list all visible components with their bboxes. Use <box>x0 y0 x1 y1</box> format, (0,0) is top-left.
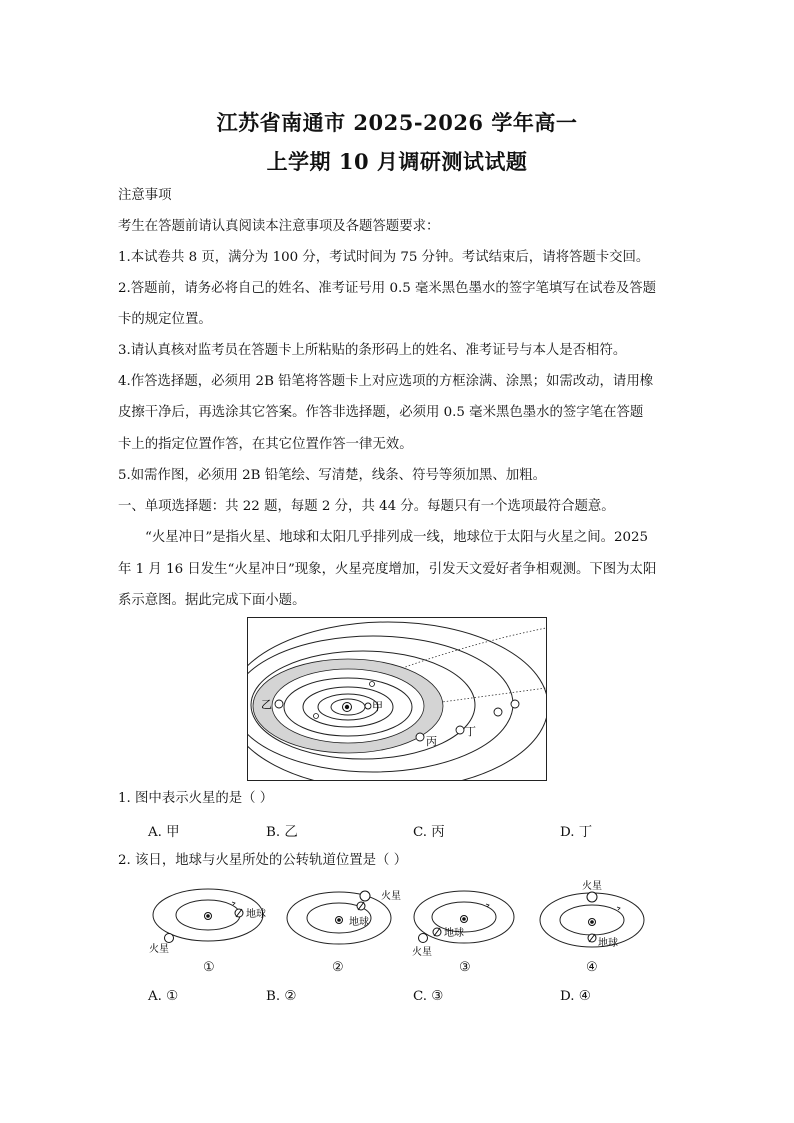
notes-line-1: 1.本试卷共 8 页，满分为 100 分，考试时间为 75 分钟。考试结束后，请将答题卡交回。 <box>118 250 650 265</box>
q2-fig2-mars-label: 火星 <box>381 891 401 902</box>
q2-figure-4-number: ④ <box>586 960 598 975</box>
q2-figure-4 <box>537 880 652 964</box>
q2-figure-1-number: ① <box>203 960 215 975</box>
q2-fig4-earth-label: 地球 <box>598 938 618 949</box>
passage-line-2: 年 1 月 16 日发生“火星冲日”现象，火星亮度增加，引发天文爱好者争相观测。下图为太阳 <box>118 562 657 577</box>
q2-fig1-earth-label: 地球 <box>246 909 266 920</box>
notes-line-6: 皮擦干净后，再选涂其它答案。作答非选择题，必须用 0.5 毫米黑色墨水的签字笔在答题 <box>118 405 644 420</box>
label-yi: 乙 <box>261 698 272 711</box>
planet-ding <box>456 726 464 734</box>
comet-point <box>370 682 375 687</box>
notes-line-4: 3.请认真核对监考员在答题卡上所粘贴的条形码上的姓名、准考证号与本人是否相符。 <box>118 343 627 358</box>
planet-outer-1 <box>494 708 502 716</box>
passage-line-3: 系示意图。据此完成下面小题。 <box>118 593 306 608</box>
q1-option-c[interactable]: C. 丙 <box>413 825 445 840</box>
q1-option-d[interactable]: D. 丁 <box>560 825 593 840</box>
q1-stem: 1. 图中表示火星的是（ ） <box>118 791 274 806</box>
q2-figure-3-number: ③ <box>459 960 471 975</box>
q1-option-b[interactable]: B. 乙 <box>266 825 298 840</box>
sun-core <box>345 705 349 709</box>
q2-stem: 2. 该日，地球与火星所处的公转轨道位置是（ ） <box>118 853 408 868</box>
label-ding: 丁 <box>465 725 476 738</box>
page-title-line1: 江苏省南通市 2025-2026 学年高一 <box>216 110 578 135</box>
label-jia: 甲 <box>372 700 383 713</box>
solar-system-svg <box>248 618 546 780</box>
notes-line-2: 2.答题前，请务必将自己的姓名、准考证号用 0.5 毫米黑色墨水的签字笔填写在试卷及答题 <box>118 281 657 296</box>
planet-venus-point <box>314 714 319 719</box>
planet-outer-2 <box>511 700 519 708</box>
label-bing: 丙 <box>426 735 437 748</box>
planet-jia <box>365 703 371 709</box>
notes-intro: 考生在答题前请认真阅读本注意事项及各题答题要求： <box>118 219 440 234</box>
q1-option-a[interactable]: A. 甲 <box>148 825 180 840</box>
passage-line-1: “火星冲日”是指火星、地球和太阳几乎排列成一线，地球位于太阳与火星之间。2025 <box>145 530 649 545</box>
q2-option-d[interactable]: D. ④ <box>560 989 591 1004</box>
q2-fig3-earth-label: 地球 <box>444 928 464 939</box>
planet-yi <box>275 700 283 708</box>
q2-option-a[interactable]: A. ① <box>148 989 179 1004</box>
solar-system-figure <box>247 617 547 781</box>
section-heading: 一、单项选择题：共 22 题，每题 2 分，共 44 分。每题只有一个选项最符合题意。 <box>118 499 615 514</box>
notes-line-5: 4.作答选择题，必须用 2B 铅笔将答题卡上对应选项的方框涂满、涂黑；如需改动，请用橡 <box>118 374 654 389</box>
q2-fig1-mars-label: 火星 <box>149 944 169 955</box>
q2-fig2-earth-label: 地球 <box>349 917 369 928</box>
q2-option-c[interactable]: C. ③ <box>413 989 444 1004</box>
notes-heading: 注意事项 <box>118 188 172 203</box>
notes-line-3: 卡的规定位置。 <box>118 312 212 327</box>
q2-option-b[interactable]: B. ② <box>266 989 297 1004</box>
q2-figure-3 <box>410 880 535 964</box>
notes-line-8: 5.如需作图，必须用 2B 铅笔绘、写清楚，线条、符号等须加黑、加粗。 <box>118 468 546 483</box>
q2-figure-1 <box>148 880 273 964</box>
q2-figure-2-number: ② <box>332 960 344 975</box>
q2-figure-2 <box>283 880 408 964</box>
q2-fig3-mars-label: 火星 <box>412 947 432 958</box>
notes-line-7: 卡上的指定位置作答，在其它位置作答一律无效。 <box>118 437 413 452</box>
planet-bing <box>416 733 424 741</box>
page-title-line2: 上学期 10 月调研测试试题 <box>266 149 528 174</box>
q2-fig4-mars-label: 火星 <box>582 881 602 892</box>
